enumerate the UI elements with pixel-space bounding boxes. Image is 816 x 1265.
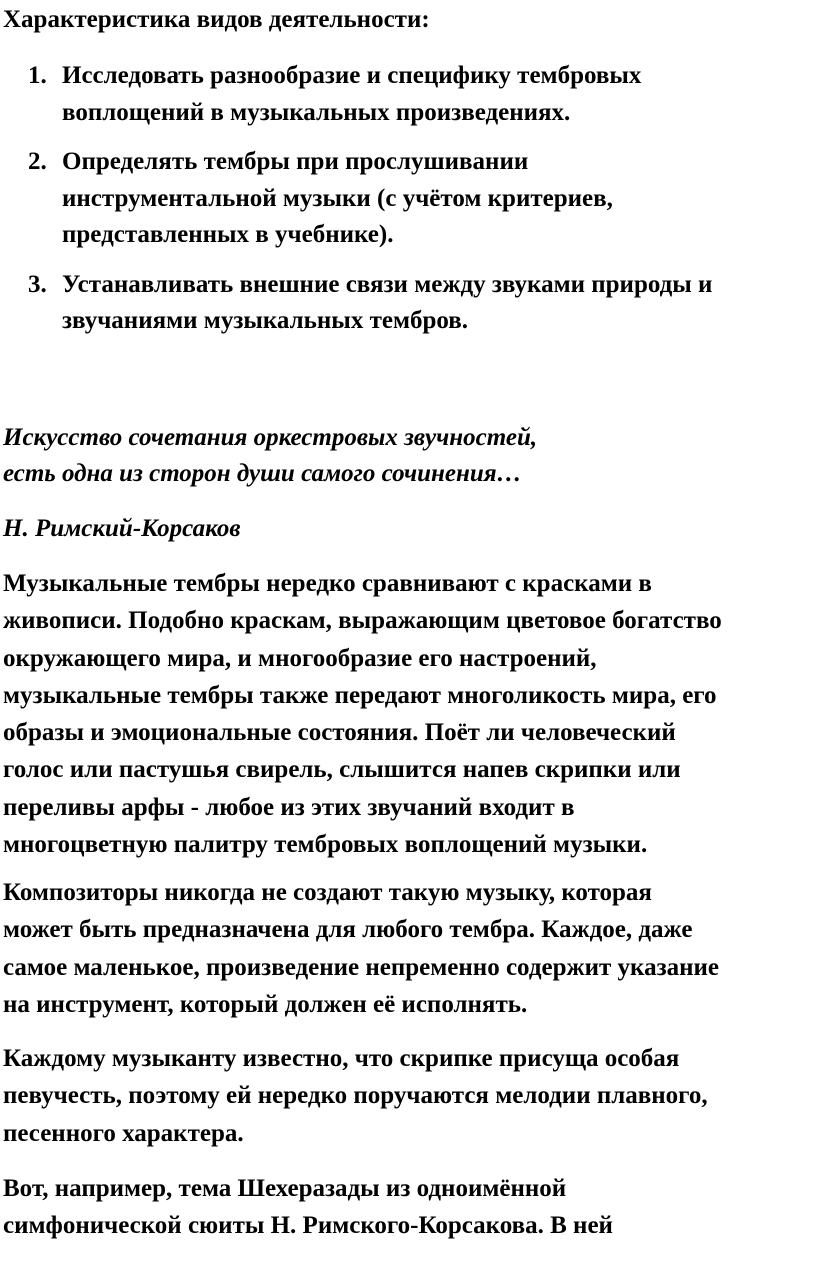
activity-number: 2.	[28, 148, 47, 175]
activity-line: воплощений в музыкальных произведениях.	[62, 98, 571, 126]
paragraph-line: переливы арфы - любое из этих звучаний входит в	[3, 793, 575, 821]
paragraph-line: Каждому музыканту известно, что скрипке присуща особая	[3, 1045, 680, 1072]
epigraph-quote	[3, 420, 537, 492]
activity-item-2	[0, 144, 800, 254]
activity-number: 3.	[28, 270, 47, 298]
activity-line: представленных в учебнике).	[62, 221, 394, 248]
paragraph-line: Вот, например, тема Шехеразады из одноимённой	[3, 1175, 567, 1202]
paragraph-line: на инструмент, который должен её исполнять.	[3, 990, 528, 1018]
paragraph-line: песенного характера.	[3, 1119, 244, 1147]
activity-line: Определять тембры при прослушивании	[62, 148, 529, 175]
paragraph-line: голос или пастушья свирель, слышится напев скрипки или	[3, 756, 681, 784]
paragraph-line: певучесть, поэтому ей нередко поручаются мелодии плавного,	[3, 1082, 708, 1110]
epigraph-line: Искусство сочетания оркестровых звучностей,	[3, 424, 538, 451]
paragraph-line: образы и эмоциональные состояния. Поёт ли человеческий	[3, 719, 676, 747]
paragraph-line: окружающего мира, и многообразие его настроений,	[3, 644, 597, 672]
epigraph-line: есть одна из сторон души самого сочинения…	[3, 460, 522, 487]
paragraph-line: Музыкальные тембры нередко сравнивают с красками в	[3, 570, 652, 597]
activity-line: звучаниями музыкальных тембров.	[62, 307, 469, 334]
activity-item-1	[0, 58, 800, 131]
paragraph-line: может быть предназначена для любого тембра. Каждое, даже	[3, 916, 693, 944]
activity-line: Исследовать разнообразие и специфику тембровых	[62, 62, 642, 89]
paragraph-1	[3, 565, 815, 863]
paragraph-line: самое маленькое, произведение непременно содержит указание	[3, 953, 720, 981]
activity-line: Устанавливать внешние связи между звуками природы и	[62, 270, 713, 298]
activity-number: 1.	[28, 62, 47, 89]
activity-item-3	[0, 267, 800, 340]
paragraph-line: многоцветную палитру тембровых воплощений музыки.	[3, 831, 648, 859]
paragraph-line: Композиторы никогда не создают такую музыку, которая	[3, 879, 652, 906]
paragraph-4	[3, 1170, 815, 1245]
activities-list	[0, 58, 800, 353]
paragraph-line: симфонической сюиты Н. Римского-Корсакова. В ней	[3, 1212, 613, 1240]
paragraph-line: живописи. Подобно краскам, выражающим цветовое богатство	[3, 607, 722, 635]
paragraph-line: музыкальные тембры также передают многоликость мира, его	[3, 681, 717, 709]
paragraph-2	[3, 874, 815, 1023]
activity-line: инструментальной музыки (с учётом критериев,	[62, 184, 613, 212]
epigraph-author: Н. Римский-Корсаков	[3, 515, 241, 542]
paragraph-3	[3, 1040, 815, 1152]
section-heading: Характеристика видов деятельности:	[3, 6, 430, 33]
